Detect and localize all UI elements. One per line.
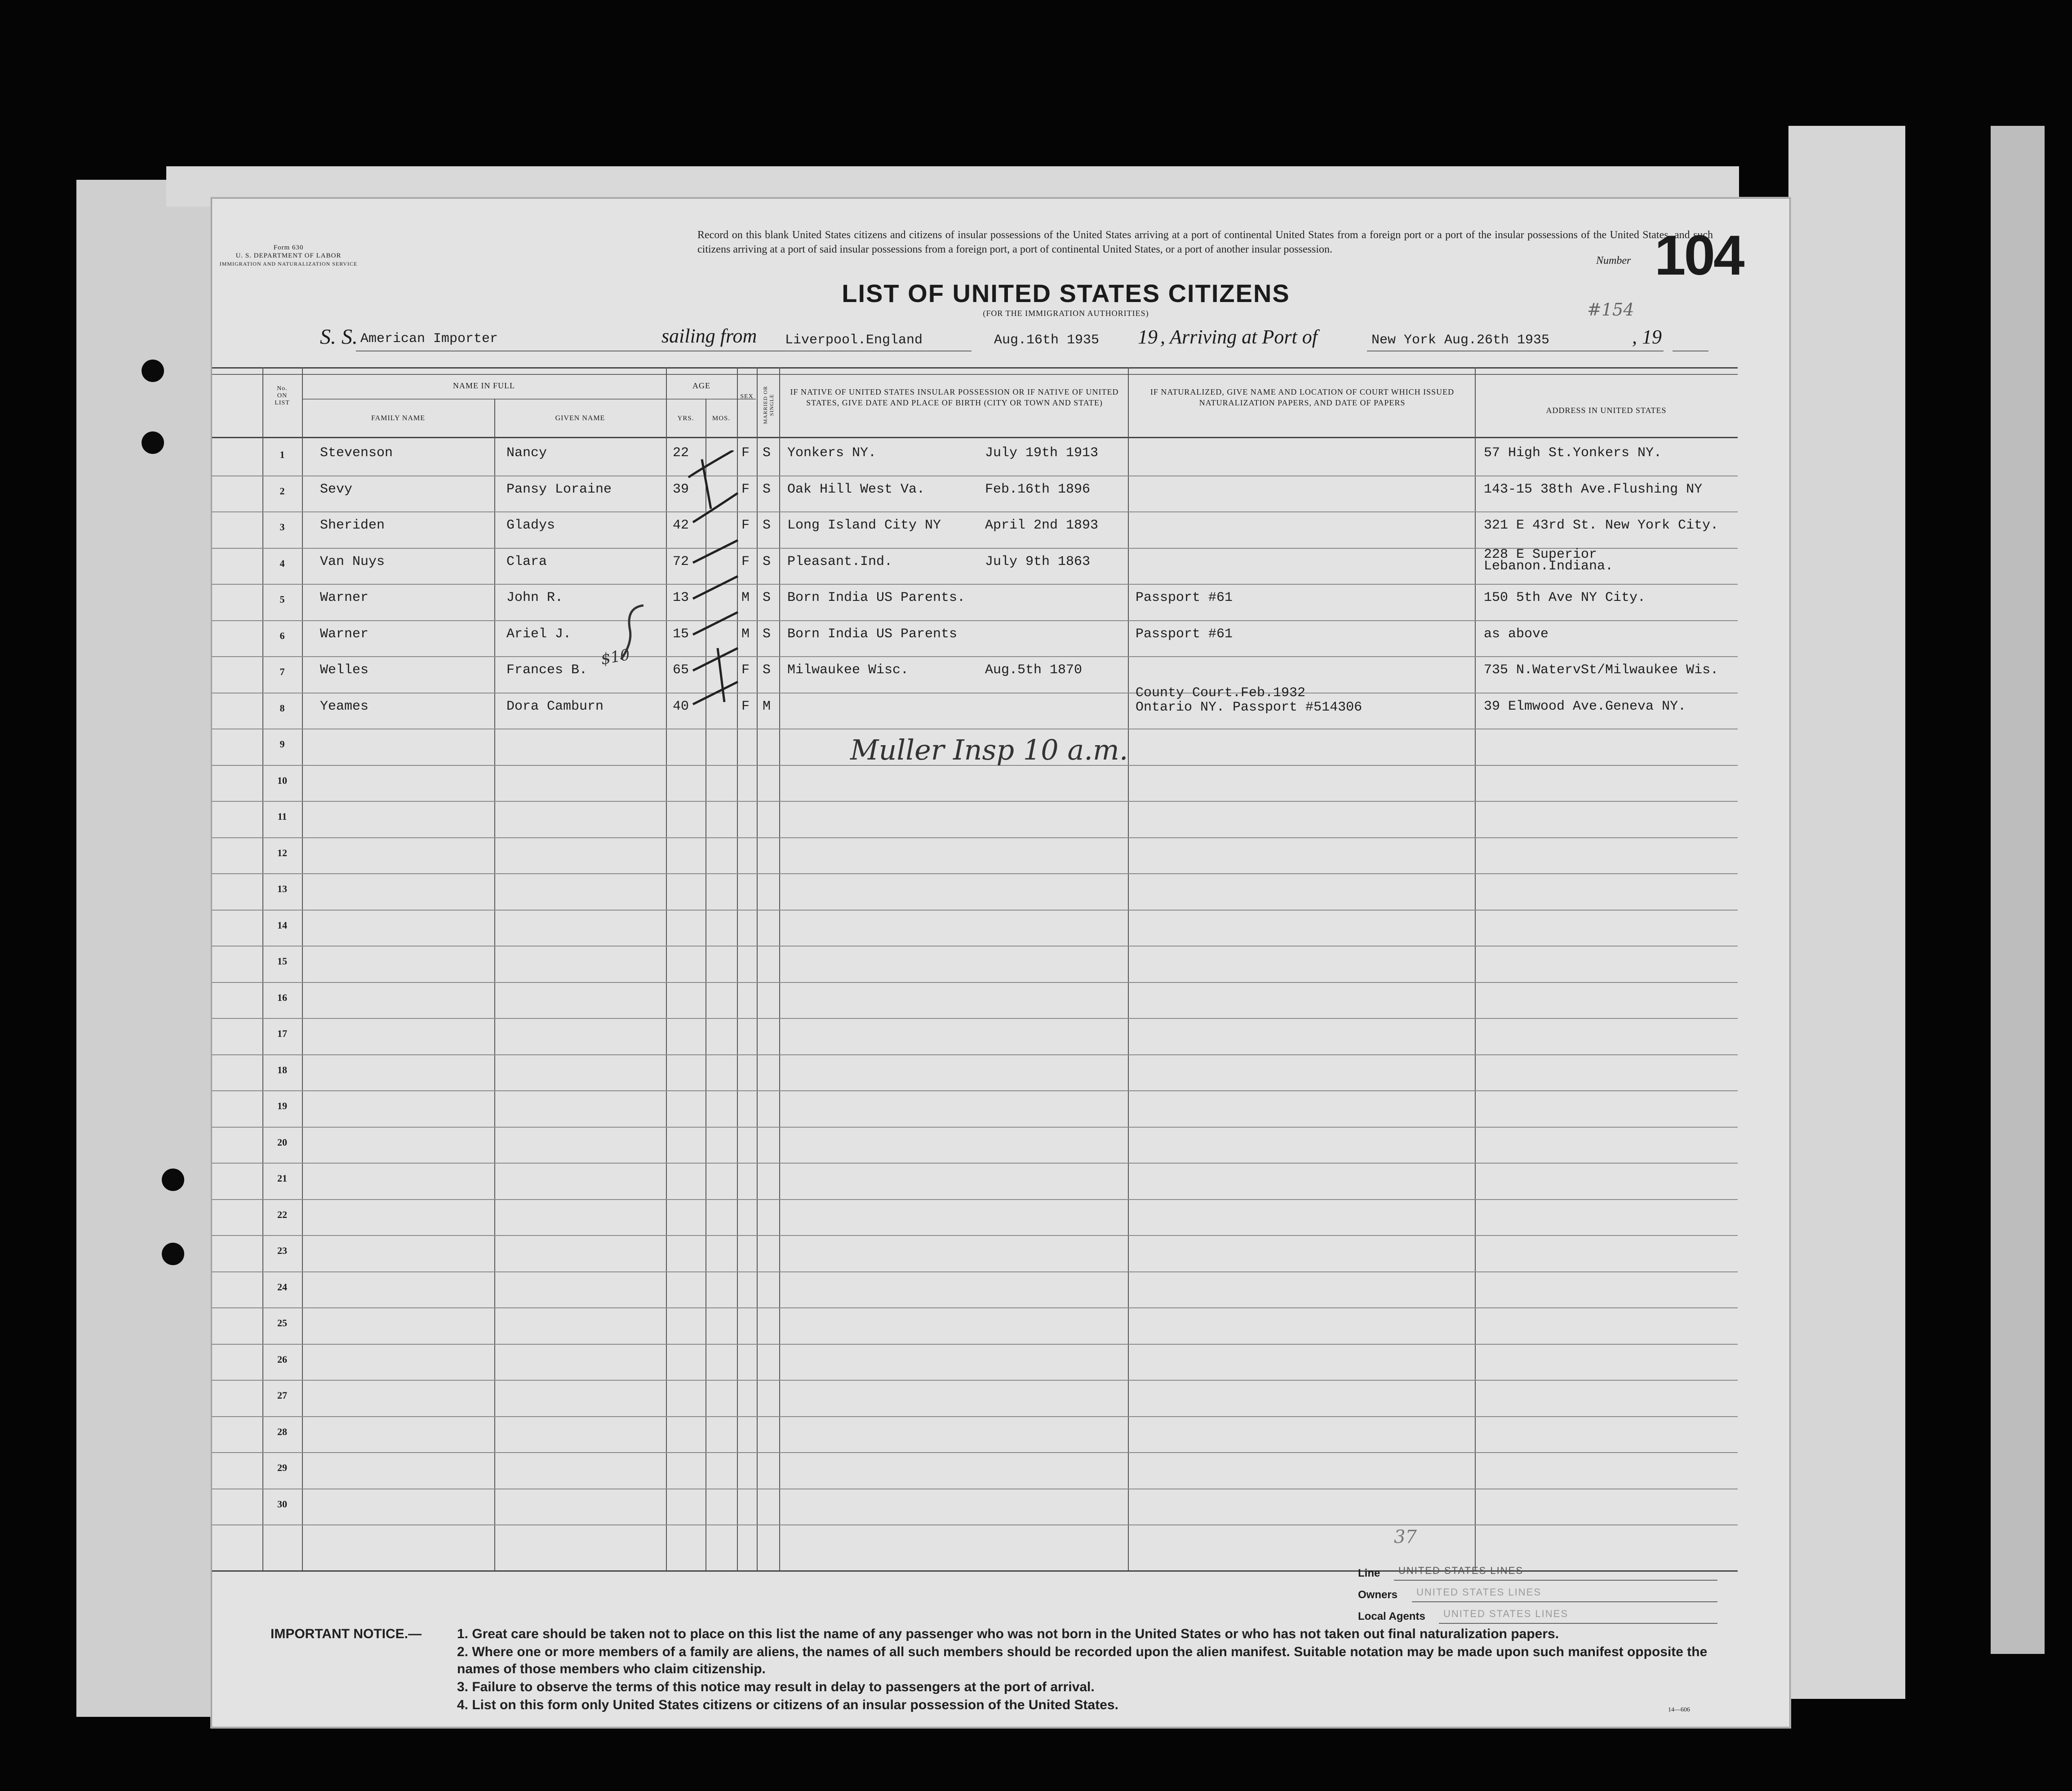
row-number: 8 [280, 702, 285, 714]
col-header-address: ADDRESS IN UNITED STATES [1546, 406, 1667, 415]
table-row [212, 1271, 1738, 1272]
row-number: 27 [277, 1390, 287, 1401]
table-header-bottom-rule [212, 437, 1738, 438]
marital-status: S [763, 518, 771, 533]
birth-place: Born India US Parents. [787, 590, 966, 605]
birth-date: Aug.5th 1870 [985, 662, 1083, 678]
birth-place: Milwaukee Wisc. [787, 662, 909, 678]
row-number: 7 [280, 666, 285, 677]
given-name: Clara [506, 554, 547, 569]
age-years: 40 [673, 698, 689, 714]
notice-item-3: 3. Failure to observe the terms of this notice may result in delay to passengers at the port of arrival. [457, 1680, 1095, 1694]
punch-hole [142, 431, 164, 454]
page-title: LIST OF UNITED STATES CITIZENS [842, 279, 1290, 307]
row-number: 26 [277, 1353, 287, 1365]
row-number: 19 [277, 1100, 287, 1111]
row-number: 3 [280, 521, 285, 533]
sex: F [741, 662, 750, 678]
table-row [212, 1307, 1738, 1308]
col-header-naturalized: IF NATURALIZED, GIVE NAME AND LOCATION OF COURT WHICH ISSUED NATURALIZATION PAPERS, AND DATE OF PAPERS [1150, 387, 1455, 407]
margin-note: $10 [599, 645, 631, 669]
us-address: 735 N.WatervSt/Milwaukee Wis. [1484, 662, 1719, 678]
row-number: 29 [277, 1462, 287, 1473]
row-number: 20 [277, 1136, 287, 1148]
birth-place: Yonkers NY. [787, 445, 877, 461]
ship-name: American Importer [360, 331, 498, 347]
us-address: Lebanon.Indiana. [1484, 558, 1614, 574]
row-number: 25 [277, 1317, 287, 1329]
us-address: 228 E Superior [1484, 547, 1597, 562]
marital-status: S [763, 590, 771, 605]
marital-status: S [763, 481, 771, 497]
pencil-note: #154 [1587, 300, 1634, 320]
line-label: Line [1358, 1567, 1380, 1579]
table-row [212, 1090, 1738, 1091]
col-header-name-in-full: NAME IN FULL [453, 381, 515, 390]
col-header-age: AGE [692, 381, 710, 390]
row-number: 23 [277, 1245, 287, 1256]
us-address: 57 High St.Yonkers NY. [1484, 445, 1662, 461]
us-address: 321 E 43rd St. New York City. [1484, 518, 1719, 533]
row-number: 21 [277, 1173, 287, 1184]
sex: F [741, 554, 750, 569]
agents-label: Local Agents [1358, 1610, 1425, 1622]
department: U. S. DEPARTMENT OF LABOR [235, 252, 342, 259]
table-row [212, 511, 1738, 512]
notice-item-2: 2. Where one or more members of a family are aliens, the names of all such members should be recorded upon the alien manifest. Suitable notation may be made upon such manifest opposite the names of those members who claim citizenship. [457, 1644, 1708, 1676]
row-number: 9 [280, 738, 285, 750]
form-identifier [212, 244, 365, 268]
arrival-info: New York Aug.26th 1935 [1371, 333, 1550, 348]
row-number: 6 [280, 630, 285, 641]
sex: F [741, 481, 750, 497]
manifest-sheet [211, 198, 1790, 1728]
row-number: 15 [277, 955, 287, 967]
intro-text: Record on this blank United States citizens and citizens of insular possessions of the United States arriving at a port of continental United States from a foreign port or a port of the insular possessions of the United States, and such citizens arriving at a port of said insular possessions from a foreign port, a port of continental United States, or a port of another insular possession. [697, 229, 1713, 255]
table-row [212, 1163, 1738, 1164]
family-name: Van Nuys [320, 554, 385, 569]
row-number: 28 [277, 1426, 287, 1437]
table-row [212, 910, 1738, 911]
list-number: 104 [1655, 224, 1743, 287]
sex: F [741, 445, 750, 461]
table-row [212, 1452, 1738, 1453]
row-number: 22 [277, 1209, 287, 1220]
punch-hole [142, 360, 164, 382]
row-number: 30 [277, 1498, 287, 1510]
table-row [212, 584, 1738, 585]
birth-date: July 19th 1913 [985, 445, 1099, 461]
table-row [212, 1054, 1738, 1055]
sex: M [741, 626, 750, 642]
given-name: Pansy Loraine [506, 481, 612, 497]
notice-item-4: 4. List on this form only United States citizens or citizens of an insular possession of the United States. [457, 1698, 1118, 1712]
punch-hole [162, 1169, 184, 1191]
row-number: 12 [277, 847, 287, 858]
us-address: 143-15 38th Ave.Flushing NY [1484, 481, 1703, 497]
departure-date: Aug.16th 1935 [994, 333, 1100, 348]
col-header-birth: IF NATIVE OF UNITED STATES INSULAR POSSESSION OR IF NATIVE OF UNITED STATES, GIVE DATE AND PLACE OF BIRTH (CITY OR TOWN AND STATE) [790, 387, 1119, 407]
birth-place: Born India US Parents [787, 626, 958, 642]
table-row [212, 837, 1738, 838]
form-number: Form 630 [273, 244, 304, 251]
row-number: 16 [277, 991, 287, 1003]
col-header-given-name: GIVEN NAME [555, 414, 605, 422]
col-header-yrs: YRS. [677, 415, 694, 422]
sex: F [741, 518, 750, 533]
naturalization-info: Ontario NY. Passport #514306 [1136, 699, 1362, 715]
row-number: 14 [277, 919, 287, 931]
given-name: Gladys [506, 518, 555, 533]
row-number: 1 [280, 449, 285, 460]
marital-status: S [763, 626, 771, 642]
departure-port: Liverpool.England [785, 333, 923, 348]
background-sheet-left [76, 180, 220, 1717]
table-row [212, 1416, 1738, 1417]
owners-value: UNITED STATES LINES [1416, 1587, 1542, 1598]
birth-place: Long Island City NY [787, 518, 941, 533]
table-row [212, 946, 1738, 947]
background-sheet-right [1788, 126, 1905, 1699]
age-years: 39 [673, 481, 689, 497]
ss-label: S. S. [320, 325, 358, 349]
birth-place: Oak Hill West Va. [787, 481, 925, 497]
number-label: Number [1596, 255, 1631, 267]
age-years: 15 [673, 626, 689, 642]
us-address: 150 5th Ave NY City. [1484, 590, 1646, 605]
table-row [212, 1524, 1738, 1525]
family-name: Warner [320, 626, 369, 642]
sex: M [741, 590, 750, 605]
row-number: 11 [277, 811, 287, 822]
given-name: Dora Camburn [506, 698, 604, 714]
marital-status: S [763, 662, 771, 678]
arriving-label: , Arriving at Port of [1160, 326, 1318, 348]
birth-date: Feb.16th 1896 [985, 481, 1091, 497]
row-number: 5 [280, 594, 285, 605]
given-name: Frances B. [506, 662, 588, 678]
margin-bracket [617, 603, 648, 662]
naturalization-info: Passport #61 [1136, 626, 1233, 642]
table-row [212, 1127, 1738, 1128]
age-years: 72 [673, 554, 689, 569]
line-value: UNITED STATES LINES [1398, 1565, 1524, 1576]
marital-status: M [763, 698, 771, 714]
sex: F [741, 698, 750, 714]
col-header-married-single: MARRIED OR SINGLE [762, 386, 775, 424]
print-code: 14—606 [1668, 1707, 1690, 1713]
table-row [212, 1235, 1738, 1236]
family-name: Yeames [320, 698, 369, 714]
row-number: 4 [280, 557, 285, 569]
table-row [212, 1199, 1738, 1200]
row-number: 18 [277, 1064, 287, 1075]
table-row [212, 982, 1738, 983]
marital-status: S [763, 554, 771, 569]
check-marks [684, 450, 751, 729]
agents-value: UNITED STATES LINES [1443, 1608, 1569, 1619]
birth-date: April 2nd 1893 [985, 518, 1099, 533]
col-header-no: No. ON LIST [275, 385, 290, 406]
table-row [212, 801, 1738, 802]
family-name: Sevy [320, 481, 353, 497]
row-number: 13 [277, 883, 287, 894]
col-header-sex: SEX [740, 393, 754, 400]
given-name: John R. [506, 590, 563, 605]
notice-item-1: 1. Great care should be taken not to place on this list the name of any passenger who was not born in the United States or who has not taken out final naturalization papers. [457, 1627, 1559, 1641]
bottom-mark: 37 [1394, 1527, 1417, 1547]
age-years: 13 [673, 590, 689, 605]
row-number: 24 [277, 1281, 287, 1293]
row-number: 2 [280, 485, 285, 497]
page-subtitle: (FOR THE IMMIGRATION AUTHORITIES) [983, 309, 1149, 318]
col-header-family-name: FAMILY NAME [371, 414, 426, 422]
row-number: 10 [277, 774, 287, 786]
owners-label: Owners [1358, 1589, 1398, 1601]
family-name: Warner [320, 590, 369, 605]
given-name: Ariel J. [506, 626, 572, 642]
table-row [212, 656, 1738, 657]
table-row [212, 873, 1738, 874]
us-address: 39 Elmwood Ave.Geneva NY. [1484, 698, 1686, 714]
punch-hole [162, 1243, 184, 1265]
birth-date: July 9th 1863 [985, 554, 1091, 569]
service: IMMIGRATION AND NATURALIZATION SERVICE [219, 261, 358, 267]
family-name: Welles [320, 662, 369, 678]
naturalization-info: County Court.Feb.1932 [1136, 685, 1306, 701]
us-address: as above [1484, 626, 1549, 642]
age-years: 42 [673, 518, 689, 533]
table-row [212, 620, 1738, 621]
table-row [212, 1380, 1738, 1381]
naturalization-info: Passport #61 [1136, 590, 1233, 605]
sailing-from-label: sailing from [661, 325, 757, 347]
marital-status: S [763, 445, 771, 461]
table-top-rule [212, 367, 1738, 369]
given-name: Nancy [506, 445, 547, 461]
col-header-mos: MOS. [712, 415, 731, 422]
row-number: 17 [277, 1028, 287, 1039]
family-name: Sheriden [320, 518, 385, 533]
family-name: Stevenson [320, 445, 393, 461]
age-years: 22 [673, 445, 689, 461]
birth-place: Pleasant.Ind. [787, 554, 893, 569]
inspector-signature: Muller Insp 10 a.m. [850, 733, 1128, 766]
departure-year-19: 19 [1138, 326, 1158, 348]
table-row [212, 1018, 1738, 1019]
background-sheet-far-right [1991, 126, 2045, 1654]
notice-label: IMPORTANT NOTICE.— [271, 1627, 422, 1641]
table-row [212, 1344, 1738, 1345]
arrival-year-19: , 19 [1632, 326, 1662, 348]
age-years: 65 [673, 662, 689, 678]
